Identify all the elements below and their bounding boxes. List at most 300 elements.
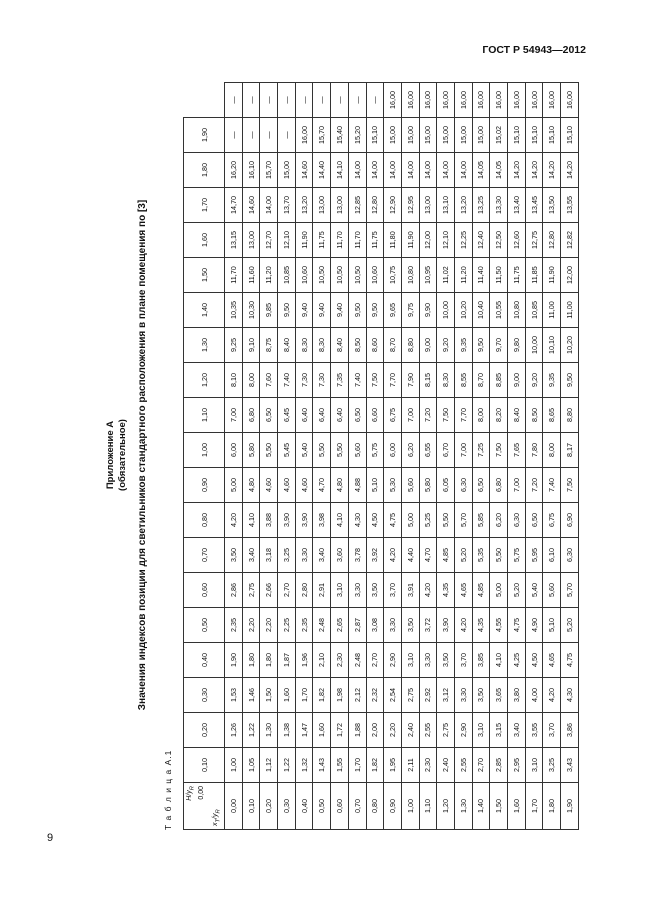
row-header: 1,70 (525, 783, 543, 830)
table-cell: 9,25 (225, 328, 243, 363)
table-corner-cell (184, 783, 225, 830)
table-cell: 12,50 (490, 223, 508, 258)
column-header: 1,40 (184, 293, 225, 328)
table-cell: 13,40 (508, 188, 526, 223)
table-row (472, 83, 490, 830)
table-cell: 2,85 (490, 748, 508, 783)
table-cell: 11,00 (561, 293, 579, 328)
table-cell: 5,00 (401, 503, 419, 538)
table-cell: 8,40 (508, 398, 526, 433)
table-cell: 12,75 (525, 223, 543, 258)
table-cell: 11,75 (366, 223, 384, 258)
table-cell: 8,75 (260, 328, 278, 363)
table-cell: 2,70 (472, 748, 490, 783)
table-cell: 6,00 (225, 433, 243, 468)
table-cell: 7,25 (472, 433, 490, 468)
table-cell: 2,40 (437, 748, 455, 783)
table-cell: 7,40 (278, 363, 296, 398)
table-cell: 3,72 (419, 608, 437, 643)
table-cell: 7,70 (384, 363, 402, 398)
table-cell: 2,30 (419, 748, 437, 783)
table-cell: 15,00 (278, 153, 296, 188)
table-cell: 3,50 (225, 538, 243, 573)
table-cell: 5,20 (561, 608, 579, 643)
column-header: 0,10 (184, 748, 225, 783)
table-cell: 3,60 (331, 538, 349, 573)
row-header: 0,40 (295, 783, 313, 830)
table-cell: 8,40 (278, 328, 296, 363)
table-cell: 3,25 (543, 748, 561, 783)
table-cell: 15,00 (437, 118, 455, 153)
table-cell: 6,05 (437, 468, 455, 503)
table-cell: 10,20 (561, 328, 579, 363)
page-number: 9 (47, 832, 54, 844)
table-cell: 11,20 (260, 258, 278, 293)
table-cell: 16,00 (525, 83, 543, 118)
table-cell: 7,65 (508, 433, 526, 468)
table-cell: 7,00 (454, 433, 472, 468)
table-cell: 12,85 (348, 188, 366, 223)
table-cell: 9,90 (419, 293, 437, 328)
table-cell: 16,00 (437, 83, 455, 118)
table-cell: 4,75 (384, 503, 402, 538)
table-cell: 8,00 (472, 398, 490, 433)
table-cell: 5,95 (525, 538, 543, 573)
table-cell: 7,60 (260, 363, 278, 398)
table-cell: 14,70 (225, 188, 243, 223)
table-cell: 15,00 (384, 118, 402, 153)
row-header: 1,80 (543, 783, 561, 830)
table-cell: 10,35 (225, 293, 243, 328)
table-cell: — (260, 118, 278, 153)
table-cell: 1,90 (225, 643, 243, 678)
table-row (508, 83, 526, 830)
table-cell: 3,70 (454, 643, 472, 678)
table-cell: 11,70 (225, 258, 243, 293)
table-cell: 5,25 (419, 503, 437, 538)
table-cell: 6,10 (543, 538, 561, 573)
table-cell: 12,82 (561, 223, 579, 258)
table-body (225, 83, 579, 830)
table-row (437, 83, 455, 830)
table-cell: 16,00 (419, 83, 437, 118)
table-cell: 13,20 (454, 188, 472, 223)
table-cell: 14,20 (508, 153, 526, 188)
column-header: 0,50 (184, 608, 225, 643)
table-cell: 15,20 (348, 118, 366, 153)
table-cell: 12,70 (260, 223, 278, 258)
table-cell: 15,10 (508, 118, 526, 153)
table-cell: 5,30 (384, 468, 402, 503)
table-cell: 13,30 (490, 188, 508, 223)
table-cell: 6,90 (561, 503, 579, 538)
table-cell: 9,75 (401, 293, 419, 328)
table-cell: 4,35 (472, 608, 490, 643)
table-cell: 4,50 (525, 643, 543, 678)
table-cell: 16,00 (490, 83, 508, 118)
row-header: 0,60 (331, 783, 349, 830)
table-cell: 9,00 (419, 328, 437, 363)
table-cell: 15,40 (331, 118, 349, 153)
table-cell: 2,32 (366, 678, 384, 713)
table-cell: 2,75 (437, 713, 455, 748)
table-cell: 8,65 (543, 398, 561, 433)
row-header: 0,20 (260, 783, 278, 830)
table-cell: 6,50 (525, 503, 543, 538)
table-cell: 2,30 (331, 643, 349, 678)
table-cell: 3,18 (260, 538, 278, 573)
table-cell: 4,90 (525, 608, 543, 643)
table-cell: 8,80 (401, 328, 419, 363)
table-cell: 3,12 (437, 678, 455, 713)
table-cell: 13,70 (278, 188, 296, 223)
table-cell: 1,22 (242, 713, 260, 748)
table-cell: 5,80 (242, 433, 260, 468)
table-cell: 1,32 (295, 748, 313, 783)
table-row (348, 83, 366, 830)
table-cell: 10,00 (525, 328, 543, 363)
table-cell: 3,50 (437, 643, 455, 678)
table-cell: 8,10 (225, 363, 243, 398)
table-cell: 8,15 (419, 363, 437, 398)
table-cell: 8,00 (242, 363, 260, 398)
table-cell: 1,12 (260, 748, 278, 783)
table-cell: 14,00 (384, 153, 402, 188)
table-cell: 13,00 (331, 188, 349, 223)
table-cell: — (225, 83, 243, 118)
table-cell: 2,91 (313, 573, 331, 608)
table-cell: 15,00 (454, 118, 472, 153)
table-cell: 3,55 (525, 713, 543, 748)
table-cell: 7,20 (525, 468, 543, 503)
table-cell: 3,98 (313, 503, 331, 538)
table-cell: 8,20 (490, 398, 508, 433)
table-cell: 6,50 (260, 398, 278, 433)
table-cell: 2,20 (242, 608, 260, 643)
table-cell: 15,00 (419, 118, 437, 153)
table-cell: 2,48 (348, 643, 366, 678)
table-cell: 11,90 (543, 258, 561, 293)
table-cell: 2,35 (225, 608, 243, 643)
table-cell: 1,80 (260, 643, 278, 678)
table-row (278, 83, 296, 830)
table-cell: 6,30 (454, 468, 472, 503)
table-cell: 1,96 (295, 643, 313, 678)
table-cell: 15,70 (260, 153, 278, 188)
table-cell: 12,00 (561, 258, 579, 293)
table-cell: 6,50 (472, 468, 490, 503)
table-cell: 3,91 (401, 573, 419, 608)
table-cell: 6,80 (490, 468, 508, 503)
table-cell: 3,10 (401, 643, 419, 678)
table-cell: 14,20 (525, 153, 543, 188)
table-cell: 10,60 (295, 258, 313, 293)
table-cell: 11,90 (401, 223, 419, 258)
table-cell: 6,45 (278, 398, 296, 433)
corner-zero-label: 0,00 (198, 786, 205, 800)
table-cell: 4,65 (543, 643, 561, 678)
table-cell: 5,35 (472, 538, 490, 573)
table-row (260, 83, 278, 830)
table-cell: 2,12 (348, 678, 366, 713)
table-cell: 9,35 (454, 328, 472, 363)
table-cell: 13,00 (242, 223, 260, 258)
table-cell: 14,40 (313, 153, 331, 188)
annex-heading (105, 80, 129, 830)
table-cell: 8,60 (366, 328, 384, 363)
table-cell: — (225, 118, 243, 153)
table-cell: 14,20 (561, 153, 579, 188)
table-cell: — (278, 83, 296, 118)
column-header: 0,40 (184, 643, 225, 678)
table-cell: 2,70 (278, 573, 296, 608)
table-cell: 1,60 (313, 713, 331, 748)
table-row (454, 83, 472, 830)
table-row (490, 83, 508, 830)
table-cell: 1,50 (260, 678, 278, 713)
table-cell: 14,00 (419, 153, 437, 188)
table-cell: 5,85 (472, 503, 490, 538)
table-cell: 3,88 (260, 503, 278, 538)
table-cell: 3,70 (543, 713, 561, 748)
table-cell: 14,00 (401, 153, 419, 188)
table-cell: 16,20 (225, 153, 243, 188)
column-header: 1,20 (184, 363, 225, 398)
table-cell: — (313, 83, 331, 118)
table-cell: 5,50 (437, 503, 455, 538)
table-cell: 8,50 (525, 398, 543, 433)
table-cell: 2,54 (384, 678, 402, 713)
table-cell: 3,86 (561, 713, 579, 748)
table-cell: 11,90 (295, 223, 313, 258)
table-cell: 1,87 (278, 643, 296, 678)
table-cell: 2,35 (295, 608, 313, 643)
table-cell: 5,75 (508, 538, 526, 573)
table-cell: 11,75 (313, 223, 331, 258)
table-row (401, 83, 419, 830)
table-cell: 3,15 (490, 713, 508, 748)
table-cell: 7,00 (401, 398, 419, 433)
table-cell: 9,50 (348, 293, 366, 328)
table-cell: 11,02 (437, 258, 455, 293)
table-cell: 13,10 (437, 188, 455, 223)
table-cell: 2,66 (260, 573, 278, 608)
table-cell: 12,80 (366, 188, 384, 223)
column-header: 0,80 (184, 503, 225, 538)
table-cell: 16,00 (543, 83, 561, 118)
table-cell: 4,20 (225, 503, 243, 538)
table-cell: 8,50 (348, 328, 366, 363)
table-cell: 2,86 (225, 573, 243, 608)
table-cell: 4,25 (508, 643, 526, 678)
table-cell: 3,30 (348, 573, 366, 608)
table-cell: 10,85 (525, 293, 543, 328)
table-cell: 14,00 (454, 153, 472, 188)
table-cell: 5,50 (260, 433, 278, 468)
table-cell: 5,70 (561, 573, 579, 608)
table-cell: 3,30 (384, 608, 402, 643)
table-cell: 3,78 (348, 538, 366, 573)
table-cell: 8,30 (437, 363, 455, 398)
table-cell: 1,30 (260, 713, 278, 748)
table-cell: 3,43 (561, 748, 579, 783)
table-cell: 2,87 (348, 608, 366, 643)
table-cell: 4,55 (490, 608, 508, 643)
table-cell: 13,20 (295, 188, 313, 223)
table-cell: 7,50 (366, 363, 384, 398)
table-cell: 7,20 (419, 398, 437, 433)
table-cell: 14,60 (295, 153, 313, 188)
table-cell: 8,70 (472, 363, 490, 398)
table-cell: 14,00 (260, 188, 278, 223)
column-header: 1,90 (184, 118, 225, 153)
table-cell: 1,82 (366, 748, 384, 783)
table-cell: 2,10 (313, 643, 331, 678)
table-cell: 4,75 (561, 643, 579, 678)
table-cell: 5,50 (331, 433, 349, 468)
table-cell: 11,50 (490, 258, 508, 293)
row-header: 1,10 (419, 783, 437, 830)
table-cell: 3,70 (384, 573, 402, 608)
table-cell: 15,02 (490, 118, 508, 153)
column-header: 1,30 (184, 328, 225, 363)
table-cell: — (260, 83, 278, 118)
column-header: 1,60 (184, 223, 225, 258)
column-header: 0,30 (184, 678, 225, 713)
annex-note: (обязательное) (117, 419, 128, 491)
column-header: 1,70 (184, 188, 225, 223)
row-header: 0,50 (313, 783, 331, 830)
table-cell: 11,80 (384, 223, 402, 258)
table-cell: 5,80 (419, 468, 437, 503)
table-cell: 5,50 (490, 538, 508, 573)
table-cell: 3,30 (419, 643, 437, 678)
table-cell: 4,00 (525, 678, 543, 713)
table-cell: 8,30 (313, 328, 331, 363)
table-cell: 16,00 (401, 83, 419, 118)
table-cell: 3,10 (525, 748, 543, 783)
table-cell: 1,88 (348, 713, 366, 748)
table-cell: 4,80 (331, 468, 349, 503)
table-cell: 3,40 (508, 713, 526, 748)
table-cell: 6,75 (384, 398, 402, 433)
table-cell: — (348, 83, 366, 118)
table-cell: 1,00 (225, 748, 243, 783)
table-cell: 2,80 (295, 573, 313, 608)
annex-title: Приложение А (105, 420, 116, 490)
table-cell: 11,75 (508, 258, 526, 293)
table-caption: Т а б л и ц а А.1 (163, 749, 173, 830)
table-cell: 1,26 (225, 713, 243, 748)
table-cell: 11,20 (454, 258, 472, 293)
table-cell: 4,60 (295, 468, 313, 503)
rotated-content (105, 70, 605, 830)
table-cell: 12,60 (508, 223, 526, 258)
table-cell: 2,75 (401, 678, 419, 713)
index-table (183, 82, 579, 830)
table-cell: 3,30 (295, 538, 313, 573)
table-cell: 2,92 (419, 678, 437, 713)
table-cell: 7,40 (543, 468, 561, 503)
standard-code: ГОСТ Р 54943—2012 (482, 44, 586, 56)
table-cell: 1,70 (295, 678, 313, 713)
table-cell: 2,75 (242, 573, 260, 608)
table-cell: 2,55 (419, 713, 437, 748)
table-row (295, 83, 313, 830)
table-cell: 11,70 (348, 223, 366, 258)
table-cell: 9,40 (295, 293, 313, 328)
table-cell: 14,00 (366, 153, 384, 188)
table-cell: 2,48 (313, 608, 331, 643)
table-cell: 1,98 (331, 678, 349, 713)
table-row (225, 83, 243, 830)
table-cell: 9,20 (525, 363, 543, 398)
table-cell: 2,70 (366, 643, 384, 678)
table-cell: 15,10 (366, 118, 384, 153)
table-cell: 16,00 (454, 83, 472, 118)
table-cell: 5,60 (348, 433, 366, 468)
table-cell: 3,92 (366, 538, 384, 573)
table-row (366, 83, 384, 830)
row-header: 1,60 (508, 783, 526, 830)
table-cell: 10,80 (508, 293, 526, 328)
table-cell: 2,90 (454, 713, 472, 748)
table-cell: 2,95 (508, 748, 526, 783)
table-cell: 9,50 (561, 363, 579, 398)
table-cell: — (242, 118, 260, 153)
table-cell: 9,50 (472, 328, 490, 363)
row-header: 1,90 (561, 783, 579, 830)
table-cell: 7,90 (401, 363, 419, 398)
table-cell: 7,50 (561, 468, 579, 503)
table-cell: 6,70 (437, 433, 455, 468)
table-cell: 4,70 (419, 538, 437, 573)
row-header: 1,50 (490, 783, 508, 830)
table-cell: 5,45 (278, 433, 296, 468)
table-cell: 8,17 (561, 433, 579, 468)
column-header: 1,10 (184, 398, 225, 433)
table-cell: 3,30 (454, 678, 472, 713)
table-cell: 5,60 (401, 468, 419, 503)
table-cell: — (366, 83, 384, 118)
row-header: 1,00 (401, 783, 419, 830)
table-cell: 4,30 (348, 503, 366, 538)
table-cell: 11,00 (543, 293, 561, 328)
table-cell: 9,70 (490, 328, 508, 363)
table-cell: 9,65 (384, 293, 402, 328)
row-header: 0,70 (348, 783, 366, 830)
table-cell: 10,85 (278, 258, 296, 293)
table-row (242, 83, 260, 830)
table-cell: 6,40 (331, 398, 349, 433)
row-header: 0,80 (366, 783, 384, 830)
table-cell: 7,00 (225, 398, 243, 433)
table-cell: 3,50 (472, 678, 490, 713)
table-cell: 5,75 (366, 433, 384, 468)
table-row (543, 83, 561, 830)
table-cell: 4,20 (384, 538, 402, 573)
table-row (525, 83, 543, 830)
table-cell: 6,30 (508, 503, 526, 538)
table-row (419, 83, 437, 830)
table-cell: 5,10 (366, 468, 384, 503)
table-cell: 2,40 (401, 713, 419, 748)
table-cell: 11,60 (242, 258, 260, 293)
table-cell: 10,20 (454, 293, 472, 328)
table-cell: 4,80 (242, 468, 260, 503)
table-cell: 6,00 (384, 433, 402, 468)
table-cell: 3,90 (278, 503, 296, 538)
